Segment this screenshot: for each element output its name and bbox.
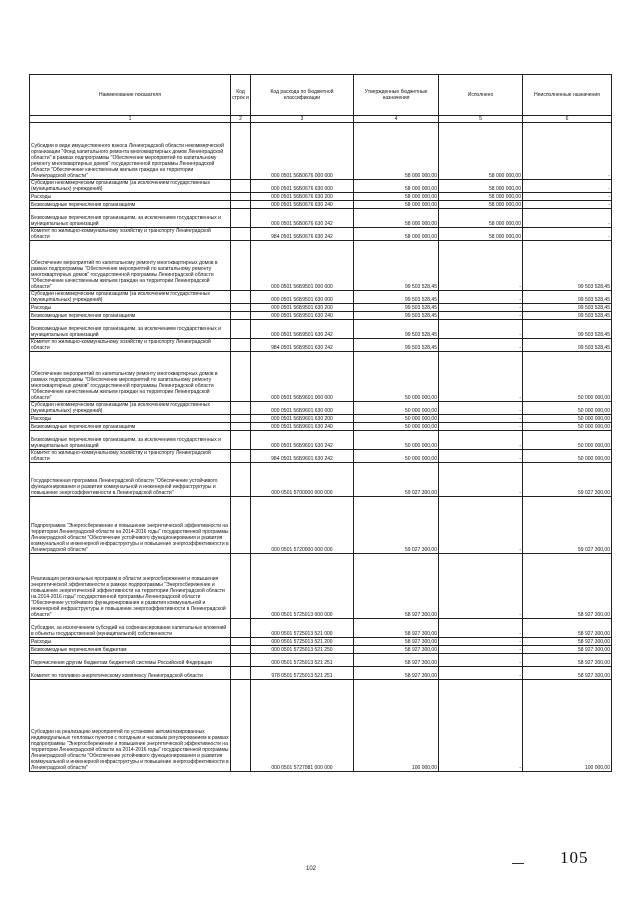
row-budget-code: 000 0501 56Б9501 630 000 [251,291,354,304]
row-executed: - [439,241,523,291]
row-executed: - [439,619,523,638]
table-row [30,228,612,241]
row-code [231,193,251,201]
table-row [30,402,612,415]
row-unexecuted: 58 927 300,00 [523,667,612,680]
row-name: Безвозмездные перечисления организациям, за исключением государственных и муниципальных организаций [30,431,231,450]
row-name: Обеспечение мероприятий по капитальному ремонту многоквартирных домов в рамках подпрограммы "Обеспечение мероприятий по капитальному ремонту многоквартирных домов" государственной программы Ленинградской области "Обеспечение качественным жильем граждан на территории Ленинградской области" [30,241,231,291]
row-budget-code: 978 0501 5725013 521 251 [251,667,354,680]
row-unexecuted: 58 927 300,00 [523,554,612,619]
row-executed: - [439,680,523,772]
row-approved: 58 000 000,00 [354,228,439,241]
row-name: Безвозмездные перечисления организациям [30,423,231,431]
row-name: Комитет по жилищно-коммунальному хозяйству и транспорту Ленинградской области [30,339,231,352]
row-executed: 58 000 000,00 [439,201,523,209]
table-body [30,123,612,772]
row-executed: - [439,352,523,402]
header-unexecuted: Неисполненные назначения [523,75,612,116]
row-budget-code: 000 0501 5725013 521 251 [251,654,354,667]
row-executed: - [439,646,523,654]
row-name: Расходы [30,638,231,646]
table-row [30,209,612,228]
row-code [231,320,251,339]
row-approved: 50 000 000,00 [354,450,439,463]
row-budget-code: 000 0501 5720000 000 000 [251,497,354,554]
row-unexecuted: - [523,209,612,228]
row-executed: - [439,339,523,352]
row-executed: - [439,554,523,619]
table-row [30,554,612,619]
row-approved: 58 000 000,00 [354,123,439,180]
row-unexecuted: 50 000 000,00 [523,415,612,423]
column-number: 4 [354,116,439,123]
row-name: Субсидии некоммерческим организациям (за исключением государственных (муниципальных) учреждений) [30,291,231,304]
row-name: Комитет по топливно-энергетическому комплексу Ленинградской области [30,667,231,680]
row-approved: 58 927 300,00 [354,554,439,619]
row-budget-code: 000 0501 56Б9501 630 242 [251,320,354,339]
row-name: Субсидии некоммерческим организациям (за исключением государственных (муниципальных) учреждений) [30,402,231,415]
table-row [30,497,612,554]
header-executed: Исполнено [439,75,523,116]
row-unexecuted: 99 503 528,45 [523,291,612,304]
row-name: Обеспечение мероприятий по капитальному ремонту многоквартирных домов в рамках подпрограммы "Обеспечение мероприятий по капитальному ремонту многоквартирных домов" государственной программы Ленинградской области "Обеспечение качественным жильем граждан на территории Ленинградской области" [30,352,231,402]
handwritten-sheet-number: 105 [560,848,589,867]
row-budget-code: 000 0501 56Б0676 000 000 [251,123,354,180]
row-executed: 58 000 000,00 [439,209,523,228]
row-approved: 59 027 300,00 [354,463,439,497]
table-row [30,193,612,201]
row-unexecuted: - [523,180,612,193]
row-executed: 58 000 000,00 [439,228,523,241]
row-approved: 50 000 000,00 [354,415,439,423]
table-row [30,431,612,450]
table-row [30,415,612,423]
row-budget-code: 000 0501 56Б0676 630 000 [251,180,354,193]
row-code [231,463,251,497]
row-unexecuted: 58 927 300,00 [523,646,612,654]
row-code [231,638,251,646]
row-budget-code: 000 0501 56Б9601 630 000 [251,402,354,415]
row-unexecuted: - [523,228,612,241]
row-executed: - [439,304,523,312]
row-executed: - [439,320,523,339]
row-approved: 59 027 300,00 [354,497,439,554]
row-approved: 58 927 300,00 [354,654,439,667]
row-code [231,228,251,241]
row-code [231,654,251,667]
row-code [231,667,251,680]
row-budget-code: 000 0501 5727081 000 000 [251,680,354,772]
row-approved: 58 000 000,00 [354,193,439,201]
row-executed: - [439,654,523,667]
row-unexecuted: 99 503 528,45 [523,312,612,320]
row-unexecuted: 58 927 300,00 [523,638,612,646]
row-budget-code: 000 0501 56Б9501 630 200 [251,304,354,312]
row-unexecuted: 59 027 300,00 [523,463,612,497]
row-budget-code: 000 0501 5725013 521 000 [251,619,354,638]
row-unexecuted: 50 000 000,00 [523,431,612,450]
row-name: Расходы [30,304,231,312]
row-approved: 99 503 528,45 [354,241,439,291]
table-row [30,680,612,772]
page-number: 102 [306,866,317,872]
row-code [231,123,251,180]
table-row [30,304,612,312]
row-executed: - [439,638,523,646]
row-name: Безвозмездные перечисления бюджетам [30,646,231,654]
table-row [30,201,612,209]
row-budget-code: 000 0501 5725013 521 250 [251,646,354,654]
row-code [231,291,251,304]
row-name: Субсидии в виде имущественного взноса Ленинградской области некоммерческой организации "Фонд капитального ремонта многоквартирных домов Ленинградской области" в рамках подпрограммы "Обеспечение мероприятий по капитальному ремонту многоквартирных домов" государственной программы Ленинградской области "Обеспечение качественным жильем граждан на территории Ленинградской области" [30,123,231,180]
row-approved: 50 000 000,00 [354,352,439,402]
row-code [231,619,251,638]
row-code [231,497,251,554]
table-row [30,667,612,680]
column-number: 5 [439,116,523,123]
row-unexecuted: 99 503 528,45 [523,241,612,291]
row-budget-code: 000 0501 56Б9601 000 000 [251,352,354,402]
row-name: Безвозмездные перечисления организациям, за исключением государственных и муниципальных организаций [30,320,231,339]
table-row [30,638,612,646]
row-unexecuted: 99 503 528,45 [523,304,612,312]
row-approved: 58 000 000,00 [354,201,439,209]
row-code [231,352,251,402]
table-row [30,291,612,304]
row-code [231,423,251,431]
column-number: 3 [251,116,354,123]
row-budget-code: 984 0501 56Б9601 630 242 [251,450,354,463]
row-approved: 58 927 300,00 [354,646,439,654]
row-unexecuted: - [523,123,612,180]
row-code [231,402,251,415]
row-unexecuted: 100 000,00 [523,680,612,772]
row-code [231,646,251,654]
row-name: Субсидии, за исключением субсидий на софинансирование капитальных вложений в объекты государственной (муниципальной) собственности [30,619,231,638]
row-budget-code: 000 0501 5725013 521 200 [251,638,354,646]
column-number: 6 [523,116,612,123]
row-budget-code: 000 0501 56Б0676 630 242 [251,209,354,228]
row-budget-code: 000 0501 5700000 000 000 [251,463,354,497]
row-name: Реализация региональных программ в области энергосбережения и повышения энергетической эффективности в рамках подпрограммы "Энергосбережение и повышение энергетической эффективности на территории Ленинградской области на 2014-2016 годы" государственной программы Ленинградской области "Обеспечение устойчивого функционирования и развития коммунальной и инженерной инфраструктуры и повышение энергоэффективности в Ленинградской области" [30,554,231,619]
row-executed: - [439,667,523,680]
row-budget-code: 984 0501 56Б0676 630 242 [251,228,354,241]
row-executed: - [439,423,523,431]
row-approved: 100 000,00 [354,680,439,772]
table-row [30,463,612,497]
row-approved: 58 927 300,00 [354,619,439,638]
table-row [30,619,612,638]
table-row [30,654,612,667]
row-unexecuted: 58 927 300,00 [523,654,612,667]
row-executed: - [439,463,523,497]
row-name: Безвозмездные перечисления организациям [30,201,231,209]
table-row [30,450,612,463]
row-unexecuted: 99 503 528,45 [523,339,612,352]
row-executed: - [439,312,523,320]
row-approved: 99 503 528,45 [354,304,439,312]
table-row [30,241,612,291]
header-approved: Утвержденные бюджетные назначения [354,75,439,116]
table-row [30,320,612,339]
table-row [30,423,612,431]
row-executed: - [439,497,523,554]
table-header [30,75,612,123]
header-name: Наименование показателя [30,75,231,116]
row-name: Субсидии некоммерческим организациям (за исключением государственных (муниципальных) учреждений) [30,180,231,193]
row-name: Государственная программа Ленинградской области "Обеспечение устойчивого функционирования и развития коммунальной и инженерной инфраструктуры и повышение энергоэффективности в Ленинградской области" [30,463,231,497]
row-executed: 58 000 000,00 [439,123,523,180]
row-approved: 50 000 000,00 [354,402,439,415]
row-unexecuted: 58 927 300,00 [523,619,612,638]
row-executed: - [439,431,523,450]
row-approved: 50 000 000,00 [354,423,439,431]
row-executed: - [439,450,523,463]
header-budget-code: Код расхода по бюджетной классификации [251,75,354,116]
row-budget-code: 000 0501 56Б9501 000 000 [251,241,354,291]
table-row [30,339,612,352]
row-unexecuted: 50 000 000,00 [523,450,612,463]
row-approved: 99 503 528,45 [354,312,439,320]
row-unexecuted: 99 503 528,45 [523,320,612,339]
row-executed: 58 000 000,00 [439,193,523,201]
row-unexecuted: 50 000 000,00 [523,423,612,431]
row-code [231,680,251,772]
row-budget-code: 000 0501 56Б9601 630 242 [251,431,354,450]
row-budget-code: 000 0501 5725013 000 000 [251,554,354,619]
row-budget-code: 000 0501 56Б0676 630 240 [251,201,354,209]
row-approved: 58 000 000,00 [354,209,439,228]
row-budget-code: 000 0501 56Б0676 630 200 [251,193,354,201]
row-code [231,415,251,423]
table-row [30,312,612,320]
row-name: Субсидии на реализацию мероприятий по установке автоматизированных индивидуальных тепловых пунктов с погодным и часовым регулированием в рамках подпрограммы "Энергосбережение и повышение энергетической эффективности на территории Ленинградской области на 2014-2016 годы" государственной программы Ленинградской области "Обеспечение устойчивого функционирования и развития коммунальной и инженерной инфраструктуры и повышение энергоэффективности в Ленинградской области" [30,680,231,772]
row-code [231,209,251,228]
row-budget-code: 000 0501 56Б9601 630 240 [251,423,354,431]
row-executed: 58 000 000,00 [439,180,523,193]
row-approved: 50 000 000,00 [354,431,439,450]
row-name: Перечисления другим бюджетам бюджетной системы Российской Федерации [30,654,231,667]
row-code [231,241,251,291]
row-name: Расходы [30,193,231,201]
row-name: Комитет по жилищно-коммунальному хозяйству и транспорту Ленинградской области [30,450,231,463]
row-name: Безвозмездные перечисления организациям [30,312,231,320]
row-executed: - [439,291,523,304]
row-code [231,304,251,312]
row-code [231,339,251,352]
row-name: Подпрограмма "Энергосбережение и повышение энергетической эффективности на территории Ленинградской области на 2014-2016 годы" государственной программы Ленинградской области "Обеспечение устойчивого функционирования и развития коммунальной и инженерной инфраструктуры и повышение энергоэффективности в Ленинградской области" [30,497,231,554]
row-budget-code: 000 0501 56Б9601 630 200 [251,415,354,423]
row-code [231,201,251,209]
row-code [231,312,251,320]
row-name: Комитет по жилищно-коммунальному хозяйству и транспорту Ленинградской области [30,228,231,241]
table-row [30,180,612,193]
row-approved: 99 503 528,45 [354,291,439,304]
row-code [231,450,251,463]
column-number: 2 [231,116,251,123]
row-approved: 99 503 528,45 [354,320,439,339]
row-approved: 58 927 300,00 [354,667,439,680]
row-code [231,431,251,450]
table-row [30,123,612,180]
row-code [231,554,251,619]
row-unexecuted: 50 000 000,00 [523,402,612,415]
header-row-code: Код строк и [231,75,251,116]
column-number-row [30,116,612,123]
row-unexecuted: 59 027 300,00 [523,497,612,554]
table-row [30,646,612,654]
row-budget-code: 984 0501 56Б9501 630 242 [251,339,354,352]
budget-execution-table [29,74,612,772]
row-name: Безвозмездные перечисления организациям, за исключением государственных и муниципальных организаций [30,209,231,228]
row-budget-code: 000 0501 56Б9501 630 240 [251,312,354,320]
row-approved: 99 503 528,45 [354,339,439,352]
row-unexecuted: - [523,201,612,209]
row-approved: 58 000 000,00 [354,180,439,193]
row-approved: 58 927 300,00 [354,638,439,646]
row-unexecuted: 50 000 000,00 [523,352,612,402]
row-code [231,180,251,193]
stamp-dash [512,863,524,864]
table-row [30,352,612,402]
row-name: Расходы [30,415,231,423]
row-executed: - [439,415,523,423]
row-executed: - [439,402,523,415]
column-number: 1 [30,116,231,123]
row-unexecuted: - [523,193,612,201]
